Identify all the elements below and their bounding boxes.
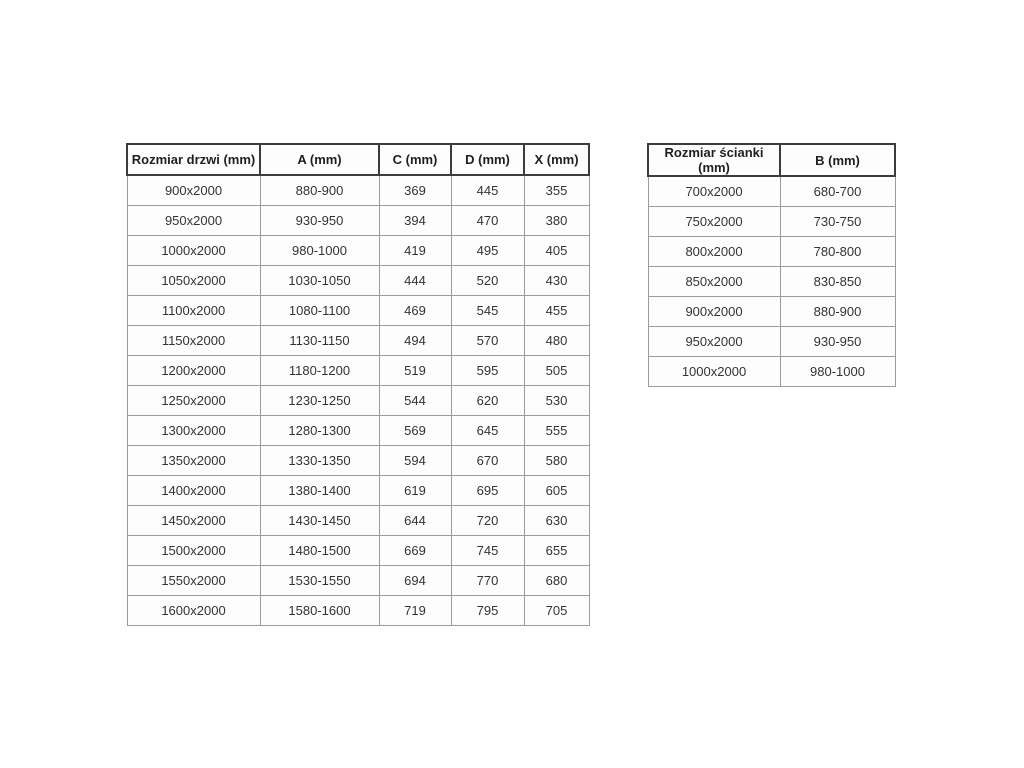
table-cell: 1500x2000: [127, 535, 260, 565]
table-row: [648, 236, 895, 266]
table-cell: 355: [524, 175, 589, 205]
table-cell: 570: [451, 325, 524, 355]
table-cell: 880-900: [260, 175, 379, 205]
table-cell: 1080-1100: [260, 295, 379, 325]
column-header: Rozmiar ścianki (mm): [648, 144, 780, 176]
table-cell: 1100x2000: [127, 295, 260, 325]
table-row: [127, 565, 589, 595]
table-cell: 700x2000: [648, 176, 780, 206]
table-cell: 544: [379, 385, 451, 415]
table-cell: 1200x2000: [127, 355, 260, 385]
table-row: [648, 206, 895, 236]
table-cell: 495: [451, 235, 524, 265]
table-cell: 1530-1550: [260, 565, 379, 595]
table-cell: 1380-1400: [260, 475, 379, 505]
table-cell: 605: [524, 475, 589, 505]
table-cell: 630: [524, 505, 589, 535]
table-cell: 1400x2000: [127, 475, 260, 505]
table-cell: 519: [379, 355, 451, 385]
table-cell: 530: [524, 385, 589, 415]
table-row: [127, 325, 589, 355]
header-row: [648, 144, 895, 176]
table-cell: 950x2000: [127, 205, 260, 235]
table-cell: 1000x2000: [648, 356, 780, 386]
table-cell: 980-1000: [260, 235, 379, 265]
table-row: [127, 445, 589, 475]
table-row: [127, 535, 589, 565]
table-cell: 619: [379, 475, 451, 505]
table-cell: 950x2000: [648, 326, 780, 356]
table-cell: 1150x2000: [127, 325, 260, 355]
column-header: C (mm): [379, 144, 451, 175]
table-cell: 980-1000: [780, 356, 895, 386]
table-row: [127, 265, 589, 295]
table-cell: 1180-1200: [260, 355, 379, 385]
wall-table-body: [648, 176, 895, 386]
table-row: [648, 176, 895, 206]
table-cell: 569: [379, 415, 451, 445]
table-row: [127, 235, 589, 265]
table-cell: 795: [451, 595, 524, 625]
table-cell: 394: [379, 205, 451, 235]
table-cell: 830-850: [780, 266, 895, 296]
table-row: [127, 505, 589, 535]
table-cell: 850x2000: [648, 266, 780, 296]
table-cell: 1330-1350: [260, 445, 379, 475]
table-row: [648, 326, 895, 356]
table-cell: 430: [524, 265, 589, 295]
table-cell: 930-950: [780, 326, 895, 356]
table-cell: 880-900: [780, 296, 895, 326]
table-row: [127, 205, 589, 235]
table-cell: 595: [451, 355, 524, 385]
table-cell: 494: [379, 325, 451, 355]
table-row: [648, 356, 895, 386]
table-cell: 1280-1300: [260, 415, 379, 445]
table-cell: 419: [379, 235, 451, 265]
table-cell: 620: [451, 385, 524, 415]
table-cell: 520: [451, 265, 524, 295]
table-cell: 369: [379, 175, 451, 205]
table-cell: 470: [451, 205, 524, 235]
table-cell: 655: [524, 535, 589, 565]
table-row: [127, 295, 589, 325]
column-header: X (mm): [524, 144, 589, 175]
table-cell: 1580-1600: [260, 595, 379, 625]
table-cell: 780-800: [780, 236, 895, 266]
door-dimensions-table: [126, 143, 590, 626]
table-cell: 680-700: [780, 176, 895, 206]
column-header: Rozmiar drzwi (mm): [127, 144, 260, 175]
table-cell: 670: [451, 445, 524, 475]
table-cell: 695: [451, 475, 524, 505]
wall-panel-dimensions-table: [647, 143, 896, 387]
table-cell: 770: [451, 565, 524, 595]
table-cell: 800x2000: [648, 236, 780, 266]
table-cell: 680: [524, 565, 589, 595]
table-cell: 900x2000: [648, 296, 780, 326]
table-cell: 1130-1150: [260, 325, 379, 355]
table-cell: 1550x2000: [127, 565, 260, 595]
door-table-header: [127, 144, 589, 175]
table-cell: 405: [524, 235, 589, 265]
table-cell: 730-750: [780, 206, 895, 236]
column-header: A (mm): [260, 144, 379, 175]
table-cell: 545: [451, 295, 524, 325]
wall-table-header: [648, 144, 895, 176]
table-row: [127, 595, 589, 625]
table-cell: 644: [379, 505, 451, 535]
table-row: [127, 385, 589, 415]
table-cell: 645: [451, 415, 524, 445]
table-cell: 1480-1500: [260, 535, 379, 565]
table-cell: 1030-1050: [260, 265, 379, 295]
table-cell: 444: [379, 265, 451, 295]
table-row: [127, 415, 589, 445]
table-cell: 1300x2000: [127, 415, 260, 445]
table-cell: 1050x2000: [127, 265, 260, 295]
table-cell: 505: [524, 355, 589, 385]
table-cell: 900x2000: [127, 175, 260, 205]
table-cell: 555: [524, 415, 589, 445]
table-cell: 750x2000: [648, 206, 780, 236]
table-cell: 1350x2000: [127, 445, 260, 475]
table-cell: 694: [379, 565, 451, 595]
column-header: B (mm): [780, 144, 895, 176]
table-row: [127, 355, 589, 385]
table-cell: 480: [524, 325, 589, 355]
table-cell: 1600x2000: [127, 595, 260, 625]
table-cell: 580: [524, 445, 589, 475]
table-cell: 745: [451, 535, 524, 565]
table-cell: 1430-1450: [260, 505, 379, 535]
column-header: D (mm): [451, 144, 524, 175]
table-cell: 380: [524, 205, 589, 235]
table-cell: 445: [451, 175, 524, 205]
table-cell: 1450x2000: [127, 505, 260, 535]
table-cell: 720: [451, 505, 524, 535]
table-row: [127, 475, 589, 505]
header-row: [127, 144, 589, 175]
table-cell: 469: [379, 295, 451, 325]
table-row: [648, 266, 895, 296]
table-row: [648, 296, 895, 326]
table-cell: 1000x2000: [127, 235, 260, 265]
table-cell: 594: [379, 445, 451, 475]
door-table-body: [127, 175, 589, 625]
table-cell: 930-950: [260, 205, 379, 235]
table-cell: 719: [379, 595, 451, 625]
table-cell: 1230-1250: [260, 385, 379, 415]
table-cell: 669: [379, 535, 451, 565]
table-cell: 1250x2000: [127, 385, 260, 415]
table-row: [127, 175, 589, 205]
table-cell: 705: [524, 595, 589, 625]
table-cell: 455: [524, 295, 589, 325]
